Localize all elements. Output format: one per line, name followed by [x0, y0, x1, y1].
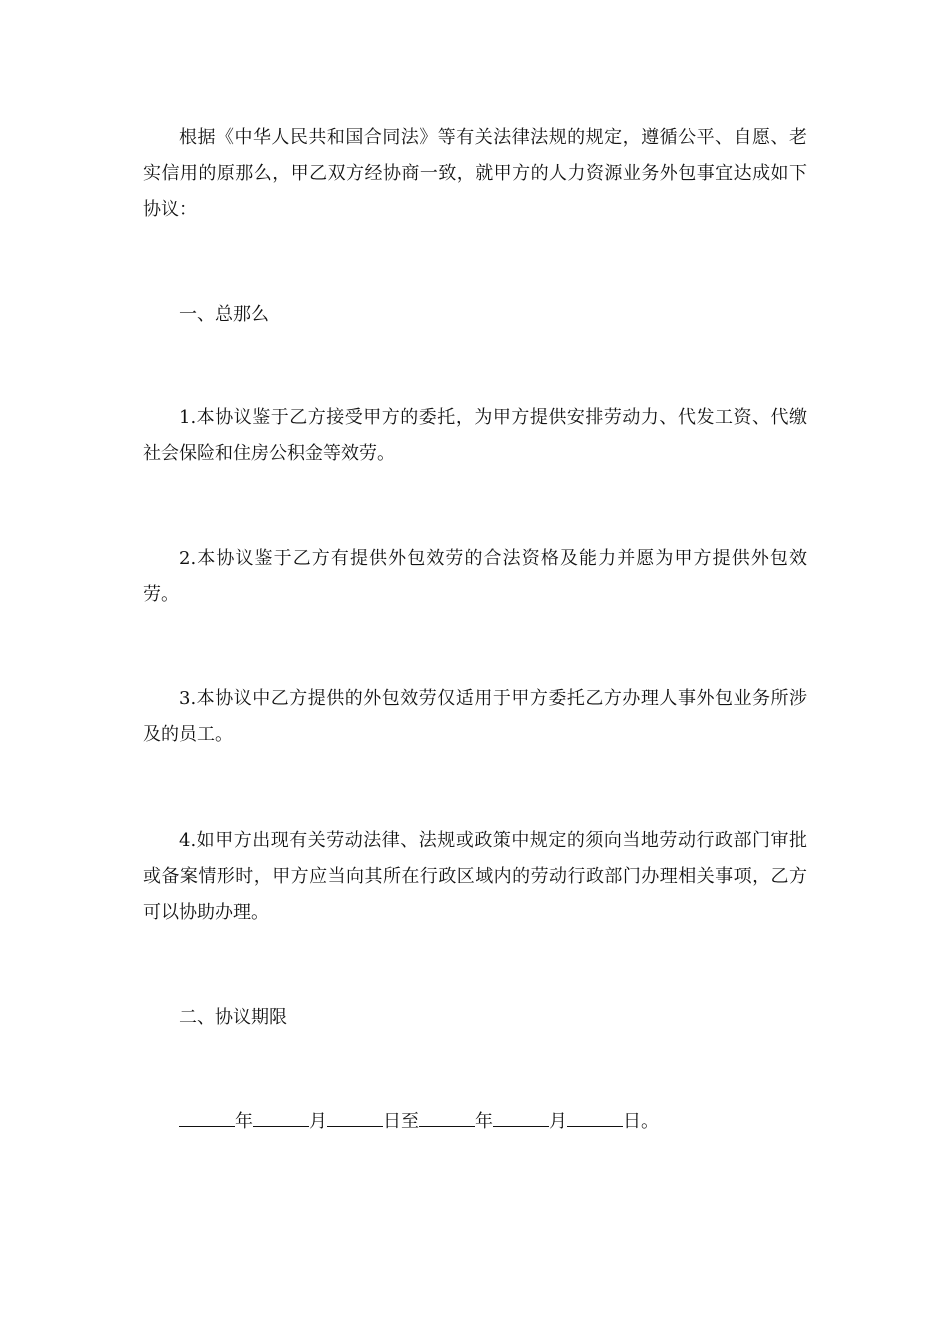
- term-date-line: [143, 1104, 807, 1140]
- clause-3: 3.本协议中乙方提供的外包效劳仅适用于甲方委托乙方办理人事外包业务所涉及的员工。: [143, 688, 807, 745]
- clause-4: 4.如甲方出现有关劳动法律、法规或政策中规定的须向当地劳动行政部门审批或备案情形时，甲方应当向其所在行政区域内的劳动行政部门办理相关事项，乙方可以协助办理。: [143, 830, 807, 923]
- clause-1: 1.本协议鉴于乙方接受甲方的委托，为甲方提供安排劳动力、代发工资、代缴社会保险和住房公积金等效劳。: [143, 407, 807, 464]
- blank-end-day[interactable]: [567, 1108, 623, 1127]
- blank-start-day[interactable]: [327, 1108, 383, 1127]
- blank-end-year[interactable]: [419, 1108, 475, 1127]
- section-1-title: 一、总那么: [179, 304, 269, 325]
- blank-start-year[interactable]: [179, 1108, 235, 1127]
- label-year-1: 年: [235, 1111, 253, 1132]
- blank-start-month[interactable]: [253, 1108, 309, 1127]
- intro-paragraph: 根据《中华人民共和国合同法》等有关法律法规的规定，遵循公平、自愿、老实信用的原那么，甲乙双方经协商一致，就甲方的人力资源业务外包事宜达成如下协议：: [143, 127, 807, 220]
- label-month-1: 月: [309, 1111, 327, 1132]
- label-day-end: 日。: [623, 1111, 659, 1132]
- label-year-2: 年: [475, 1111, 493, 1132]
- clause-2: 2.本协议鉴于乙方有提供外包效劳的合法资格及能力并愿为甲方提供外包效劳。: [143, 548, 807, 605]
- blank-end-month[interactable]: [493, 1108, 549, 1127]
- section-2-title: 二、协议期限: [179, 1007, 287, 1028]
- label-month-2: 月: [549, 1111, 567, 1132]
- label-day-to: 日至: [383, 1111, 419, 1132]
